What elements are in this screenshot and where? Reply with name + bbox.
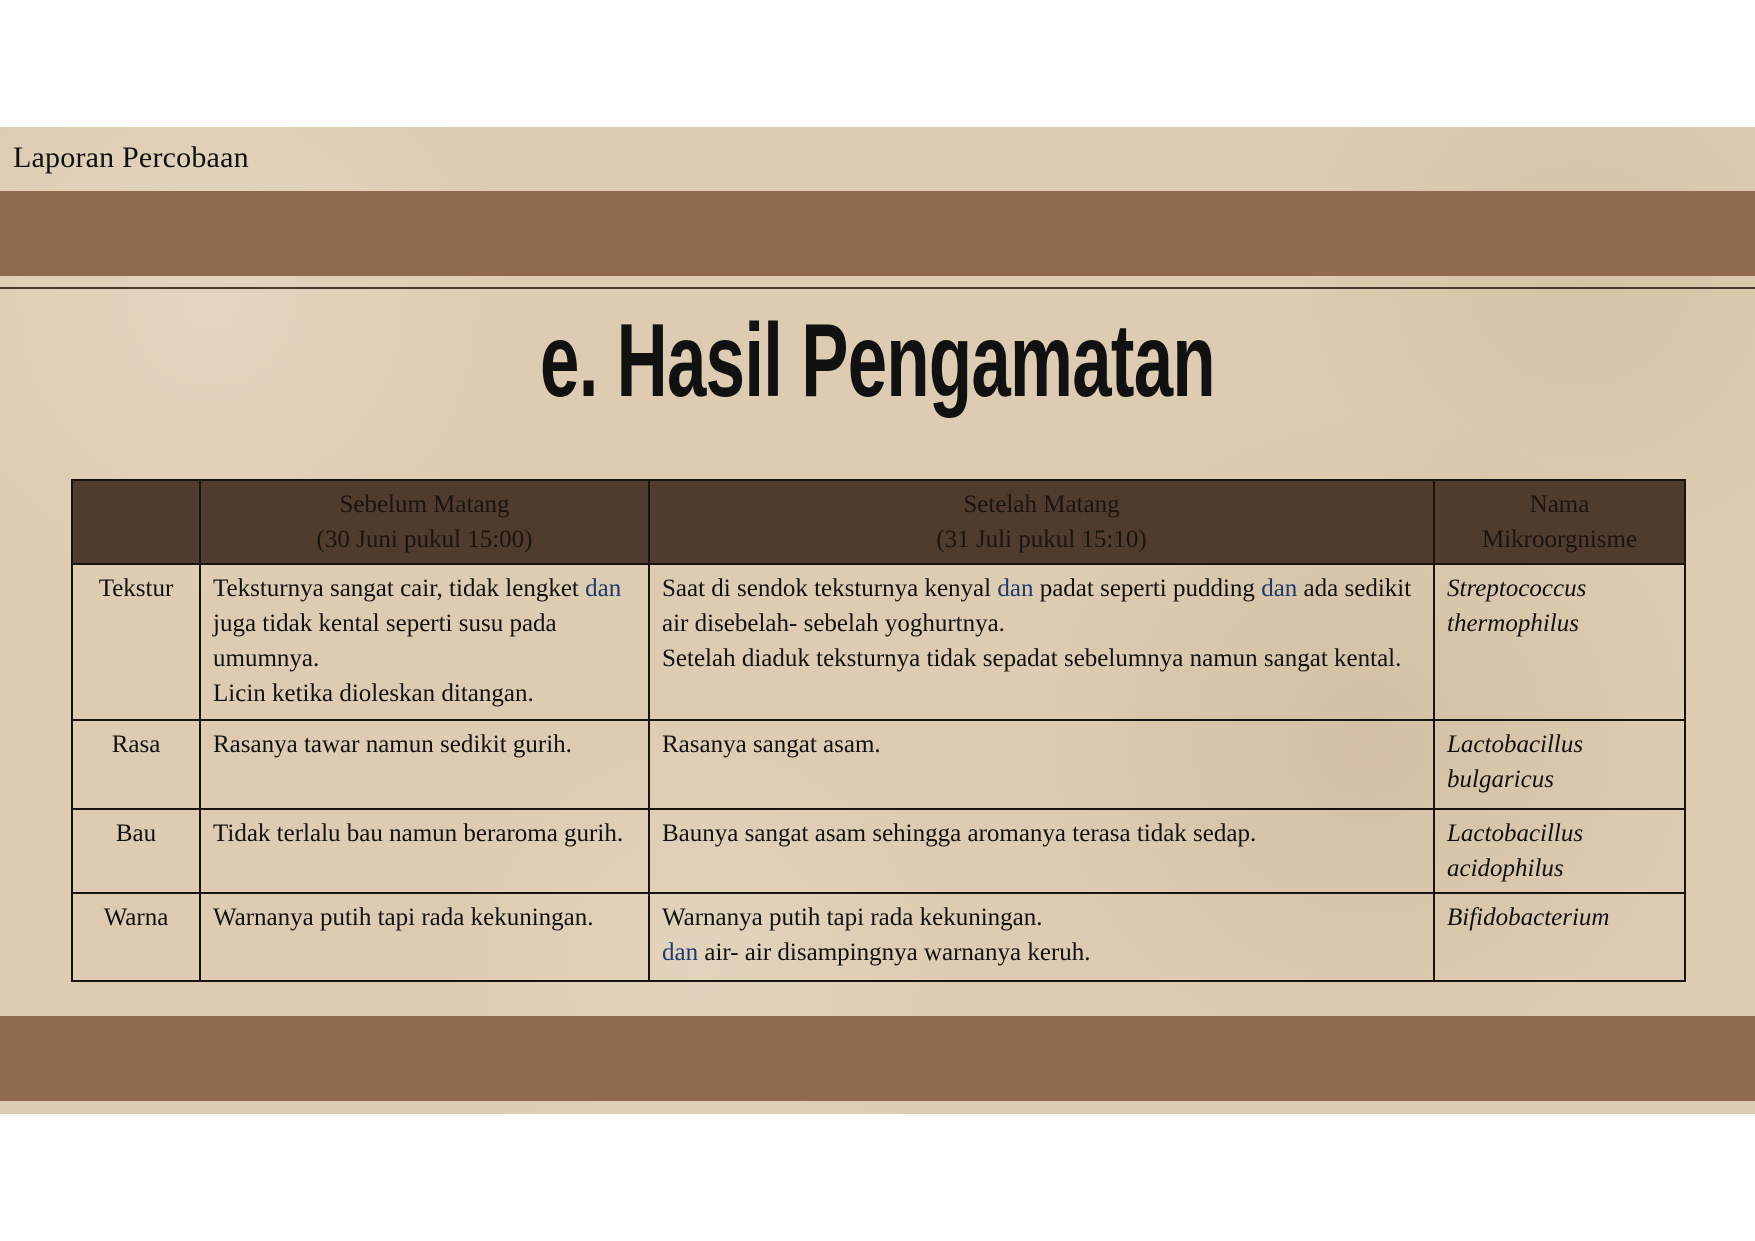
row-label: Warna xyxy=(72,893,200,981)
header-cell-after xyxy=(649,480,1434,564)
observation-table-wrap xyxy=(71,479,1684,982)
cell-microorganism xyxy=(1434,893,1685,981)
micro-line: Lactobacillus xyxy=(1447,731,1584,758)
header-after-title: Setelah Matang xyxy=(963,491,1120,518)
table-row xyxy=(72,893,1685,981)
micro-line: Lactobacillus xyxy=(1447,820,1584,847)
row-label: Rasa xyxy=(72,720,200,809)
table-header-row xyxy=(72,480,1685,564)
micro-line: Streptococcus xyxy=(1447,575,1587,602)
observation-table xyxy=(71,479,1686,982)
slide xyxy=(0,127,1755,1114)
micro-line: Bifidobacterium xyxy=(1447,904,1610,931)
text-segment: padat seperti pudding xyxy=(1033,575,1262,602)
header-micro-line2: Mikroorgnisme xyxy=(1481,526,1638,553)
cell-after xyxy=(649,893,1434,981)
text-segment-dan: dan xyxy=(585,575,622,602)
micro-line: acidophilus xyxy=(1447,855,1564,882)
bottom-band xyxy=(0,1016,1755,1101)
cell-after: Rasanya sangat asam. xyxy=(649,720,1434,809)
page-title: e. Hasil Pengamatan xyxy=(540,303,1215,419)
text-segment-dan: dan xyxy=(997,575,1034,602)
text-segment: Saat di sendok teksturnya kenyal xyxy=(662,575,998,602)
text-segment: Teksturnya sangat cair, tidak lengket xyxy=(213,575,586,602)
header-before-date: (30 Juni pukul 15:00) xyxy=(316,526,533,553)
cell-before: Rasanya tawar namun sedikit gurih. xyxy=(200,720,649,809)
header-before-title: Sebelum Matang xyxy=(339,491,510,518)
cell-microorganism xyxy=(1434,564,1685,720)
cell-microorganism xyxy=(1434,720,1685,809)
text-segment: air- air disampingnya warnanya keruh. xyxy=(698,939,1091,966)
header-after-date: (31 Juli pukul 15:10) xyxy=(936,526,1147,553)
cell-after xyxy=(649,564,1434,720)
text-segment: ada sedikit air disebelah- sebelah yoghurtnya. xyxy=(662,575,1412,637)
text-line: Setelah diaduk teksturnya tidak sepadat sebelumnya namun sangat kental. xyxy=(662,645,1402,672)
header-cell-empty xyxy=(72,480,200,564)
micro-line: bulgaricus xyxy=(1447,766,1554,793)
divider-rule xyxy=(0,287,1755,289)
cell-before: Warnanya putih tapi rada kekuningan. xyxy=(200,893,649,981)
cell-before xyxy=(200,564,649,720)
text-line: Warnanya putih tapi rada kekuningan. xyxy=(662,904,1043,931)
table-row xyxy=(72,809,1685,893)
header-cell-before xyxy=(200,480,649,564)
text-line: Licin ketika dioleskan ditangan. xyxy=(213,680,534,707)
table-row xyxy=(72,720,1685,809)
table-row xyxy=(72,564,1685,720)
cell-microorganism xyxy=(1434,809,1685,893)
row-label: Bau xyxy=(72,809,200,893)
text-segment: juga tidak kental seperti susu pada umumnya. xyxy=(213,610,557,672)
cell-after: Baunya sangat asam sehingga aromanya terasa tidak sedap. xyxy=(649,809,1434,893)
text-segment-dan: dan xyxy=(662,939,699,966)
cell-before: Tidak terlalu bau namun beraroma gurih. xyxy=(200,809,649,893)
top-band xyxy=(0,191,1755,276)
row-label: Tekstur xyxy=(72,564,200,720)
text-segment-dan: dan xyxy=(1261,575,1298,602)
header-label: Laporan Percobaan xyxy=(13,141,249,174)
header-cell-microorganism xyxy=(1434,480,1685,564)
header-micro-line1: Nama xyxy=(1529,491,1590,518)
micro-line: thermophilus xyxy=(1447,610,1579,637)
